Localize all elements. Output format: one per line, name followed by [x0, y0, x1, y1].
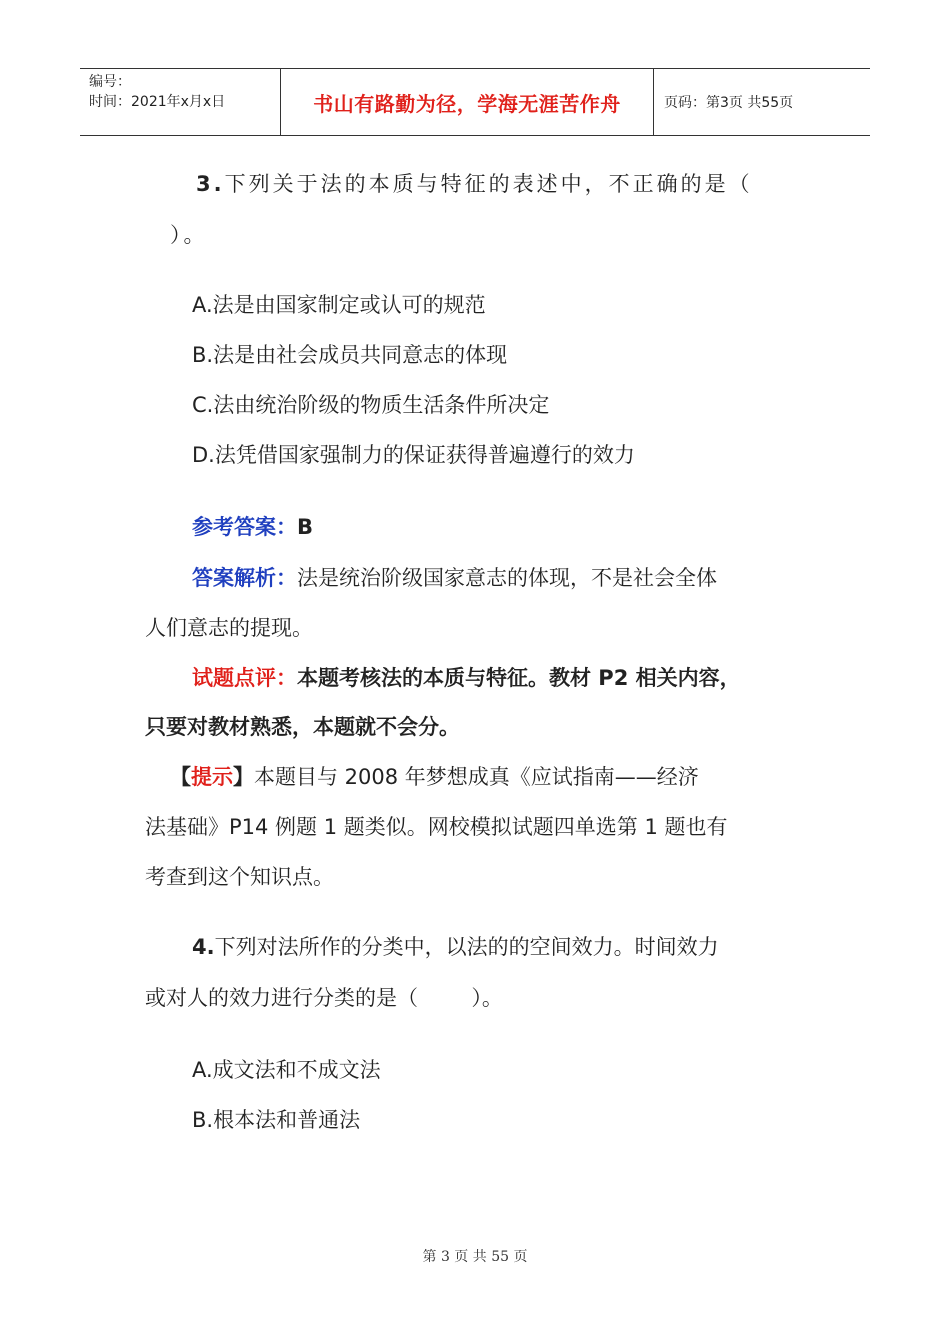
- header-table: [80, 68, 870, 136]
- time-label: 时间：2021年x月x日: [89, 94, 226, 110]
- hint-line2: 法基础》P14 例题 1 题类似。网校模拟试题四单选第 1 题也有: [145, 815, 728, 839]
- page-footer: 第 3 页 共 55 页: [422, 1249, 528, 1265]
- question-3-option-b: B.法是由社会成员共同意志的体现: [192, 343, 508, 367]
- question-3-stem-text: 下列关于法的本质与特征的表述中，不正确的是（: [224, 172, 753, 196]
- hint-close-bracket: 】: [233, 765, 254, 789]
- header-meta-cell: [80, 69, 281, 135]
- header-page-cell: [654, 69, 870, 135]
- question-4-stem-line2: 或对人的效力进行分类的是（ ）。: [145, 986, 503, 1010]
- comment-line2: 只要对教材熟悉，本题就不会分。: [145, 715, 460, 739]
- hint-label: 提示: [191, 765, 233, 789]
- comment-text1: 本题考核法的本质与特征。教材 P2 相关内容，: [297, 666, 741, 690]
- motto-text: 书山有路勤为径，学海无涯苦作舟: [313, 91, 621, 116]
- question-4-stem-line1: [192, 932, 719, 962]
- analysis-line1: [192, 563, 717, 593]
- analysis-line2: 人们意志的提现。: [145, 616, 313, 640]
- question-3-stem-line2: ）。: [170, 223, 208, 247]
- question-4-number: 4.: [192, 935, 215, 959]
- question-4-stem-text: 下列对法所作的分类中，以法的的空间效力。时间效力: [214, 935, 719, 959]
- analysis-text1: 法是统治阶级国家意志的体现，不是社会全体: [297, 566, 717, 590]
- hint-line3: 考查到这个知识点。: [145, 865, 334, 889]
- header-motto-cell: [281, 69, 654, 135]
- question-4-option-b: B.根本法和普通法: [192, 1108, 361, 1132]
- answer-label: 参考答案：: [192, 515, 297, 539]
- hint-text1: 本题目与 2008 年梦想成真《应试指南——经济: [254, 765, 699, 789]
- hint-open-bracket: 【: [170, 765, 191, 789]
- question-4-option-a: A.成文法和不成文法: [192, 1058, 381, 1082]
- number-label: 编号：: [89, 74, 131, 90]
- question-3-number: 3.: [196, 172, 225, 196]
- answer-line: [192, 512, 313, 542]
- analysis-label: 答案解析：: [192, 566, 297, 590]
- question-3-option-a: A.法是由国家制定或认可的规范: [192, 293, 486, 317]
- hint-line1: [170, 762, 699, 792]
- question-3-stem-line1: [196, 169, 753, 199]
- question-3-option-c: C.法由统治阶级的物质生活条件所决定: [192, 393, 550, 417]
- comment-label: 试题点评：: [192, 666, 297, 690]
- answer-value: B: [297, 515, 314, 539]
- comment-line1: [192, 663, 741, 693]
- page-info: 页码：第3页 共55页: [664, 95, 794, 111]
- question-3-option-d: D.法凭借国家强制力的保证获得普遍遵行的效力: [192, 443, 635, 467]
